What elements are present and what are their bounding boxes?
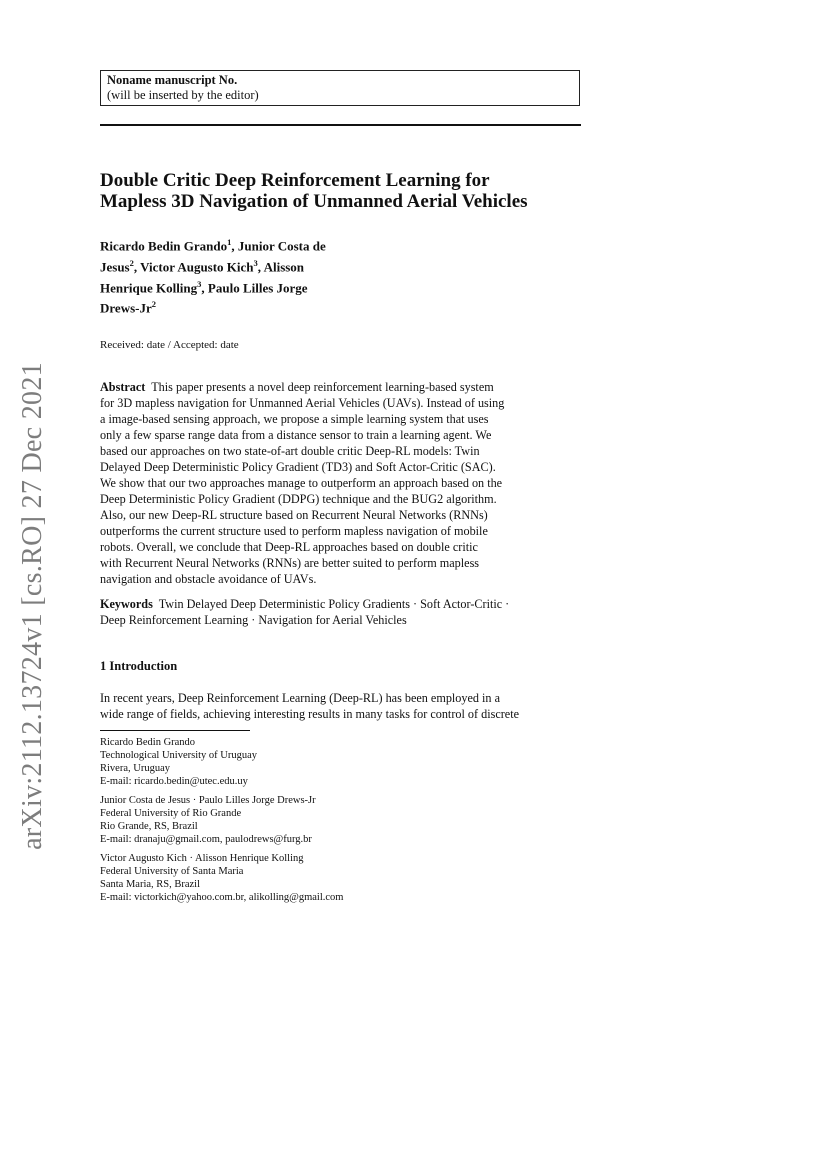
intro-line: In recent years, Deep Reinforcement Learning (Deep-RL) has been employed in a	[100, 691, 500, 705]
received-date: Received: date / Accepted: date	[100, 339, 239, 351]
abstract-line	[100, 379, 581, 395]
abstract-line: Delayed Deep Deterministic Policy Gradient (TD3) and Soft Actor-Critic (SAC).	[100, 460, 496, 474]
author-name: Drews-Jr	[100, 300, 152, 316]
author-name: , Junior Costa de	[231, 238, 326, 254]
affiliation-line: E-mail: dranaju@gmail.com, paulodrews@furg.br	[100, 834, 312, 845]
abstract-line: Deep Deterministic Policy Gradient (DDPG) technique and the BUG2 algorithm.	[100, 492, 497, 506]
affiliation-block	[100, 736, 257, 788]
abstract-line: We show that our two approaches manage to outperform an approach based on the	[100, 476, 503, 490]
affiliation-marker: 1	[227, 237, 232, 247]
abstract-line: based our approaches on two state-of-art double critic Deep-RL models: Twin	[100, 444, 480, 458]
keywords-text: Twin Delayed Deep Deterministic Policy Gradients · Soft Actor-Critic ·	[158, 597, 510, 611]
author-name: Jesus	[100, 259, 130, 275]
paper-title	[100, 170, 581, 212]
manuscript-number-label: Noname manuscript No.	[107, 73, 238, 87]
affiliation-block	[100, 852, 343, 904]
abstract-line: with Recurrent Neural Networks (RNNs) are better suited to perform mapless	[100, 556, 480, 570]
affiliation-marker: 3	[197, 278, 202, 289]
author-line	[100, 296, 400, 317]
affiliation-line: Victor Augusto Kich · Alisson Henrique Kolling	[100, 853, 304, 864]
arxiv-identifier-text: arXiv:2112.13724v1 [cs.RO] 27 Dec 2021	[17, 362, 48, 850]
keywords	[100, 596, 581, 628]
section-heading: 1 Introduction	[100, 659, 178, 673]
author-name: Ricardo Bedin Grando	[100, 238, 228, 254]
abstract	[100, 379, 581, 587]
arxiv-identifier	[16, 362, 50, 850]
abstract-label: Abstract	[100, 380, 146, 394]
affiliation-line: Federal University of Rio Grande	[100, 808, 242, 819]
affiliation-line: E-mail: ricardo.bedin@utec.edu.uy	[100, 776, 248, 787]
title-line: Mapless 3D Navigation of Unmanned Aerial Vehicles	[100, 191, 528, 212]
affiliation-line: Rivera, Uruguay	[100, 763, 170, 774]
author-list	[100, 234, 400, 317]
affiliation-marker: 2	[151, 299, 156, 310]
title-line: Double Critic Deep Reinforcement Learning for	[100, 170, 490, 191]
abstract-line: navigation and obstacle avoidance of UAVs.	[100, 572, 317, 586]
abstract-line: outperforms the current structure used to perform mapless navigation of mobile	[100, 524, 488, 538]
footnote-rule	[100, 730, 250, 731]
affiliation-marker: 3	[253, 257, 258, 268]
abstract-line: Also, our new Deep-RL structure based on Recurrent Neural Networks (RNNs)	[100, 508, 488, 522]
abstract-text: This paper presents a novel deep reinforcement learning-based system	[151, 380, 494, 394]
author-name: , Paulo Lilles Jorge	[201, 279, 308, 295]
author-line	[100, 255, 400, 276]
keywords-line: Deep Reinforcement Learning · Navigation for Aerial Vehicles	[100, 613, 407, 627]
affiliation-line: E-mail: victorkich@yahoo.com.br, alikolling@gmail.com	[100, 892, 344, 903]
author-line	[100, 276, 400, 297]
author-name: , Alisson	[257, 259, 305, 275]
affiliation-block	[100, 794, 316, 846]
author-name: Henrique Kolling	[100, 279, 198, 295]
manuscript-number-box	[100, 70, 580, 106]
editor-note: (will be inserted by the editor)	[107, 88, 259, 102]
affiliation-line: Federal University of Santa Maria	[100, 866, 244, 877]
intro-line: wide range of fields, achieving interesting results in many tasks for control of discrete	[100, 707, 519, 721]
keywords-line	[100, 596, 581, 612]
author-name: , Victor Augusto Kich	[133, 259, 254, 275]
affiliation-line: Ricardo Bedin Grando	[100, 737, 196, 748]
affiliation-line: Rio Grande, RS, Brazil	[100, 821, 198, 832]
introduction-text	[100, 690, 581, 722]
abstract-line: only a few sparse range data from a distance sensor to train a learning agent. We	[100, 428, 492, 442]
affiliation-line: Santa Maria, RS, Brazil	[100, 879, 201, 890]
abstract-line: a image-based sensing approach, we propose a simple learning system that uses	[100, 412, 489, 426]
affiliation-line: Technological University of Uruguay	[100, 750, 258, 761]
keywords-label: Keywords	[100, 597, 153, 611]
header-rule	[100, 124, 581, 126]
author-line	[100, 234, 400, 255]
affiliation-marker: 2	[129, 257, 134, 268]
abstract-line: robots. Overall, we conclude that Deep-RL approaches based on double critic	[100, 540, 478, 554]
affiliation-line: Junior Costa de Jesus · Paulo Lilles Jorge Drews-Jr	[100, 795, 316, 806]
abstract-line: for 3D mapless navigation for Unmanned Aerial Vehicles (UAVs). Instead of using	[100, 396, 505, 410]
